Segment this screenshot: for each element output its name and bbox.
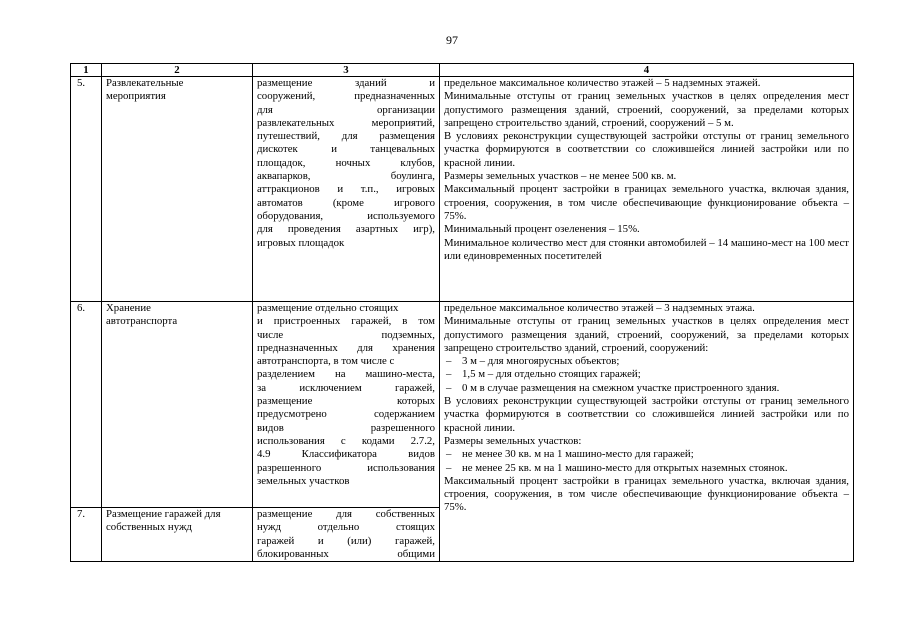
- table-row: [71, 302, 854, 508]
- header-col-4: 4: [440, 64, 854, 77]
- description-line: развлекательных мероприятий,: [257, 116, 435, 129]
- row-number: 7.: [71, 508, 102, 562]
- parameter-paragraph: Минимальный процент озеленения – 15%.: [444, 223, 640, 236]
- usage-type-name-line: мероприятия: [106, 90, 166, 103]
- description-line: аквапарков, боулинга,: [257, 170, 435, 183]
- parameter-paragraph: Минимальные отступы от границ земельных участков в целях определения мест допустимого размещения зданий, строений, сооружений, за пределами которых запрещено строительство зданий, строений, сооружений:: [444, 315, 849, 354]
- description-line: игровых площадок: [257, 236, 345, 249]
- description-line: видов разрешенного: [257, 421, 435, 434]
- description-line: гаражей и (или) гаражей,: [257, 534, 435, 547]
- description-line: нужд отдельно стоящих: [257, 521, 435, 534]
- list-item-text: не менее 30 кв. м на 1 машино-место для гаражей;: [462, 448, 694, 461]
- description-line: автотранспорта, в том числе с: [257, 355, 395, 368]
- usage-type-name-line: Развлекательные: [106, 77, 184, 89]
- list-item: [444, 382, 849, 395]
- description-line: 4.9 Классификатора видов: [257, 448, 435, 461]
- table-header-row: [71, 64, 854, 77]
- row-number: 6.: [71, 302, 102, 508]
- parameter-paragraph: предельное максимальное количество этажей – 3 надземных этажа.: [444, 302, 755, 314]
- description-line: предусмотрено содержанием: [257, 408, 435, 421]
- parameter-paragraph: Максимальный процент застройки в границах земельного участка, включая здания, строения, сооружения, в том числе обеспечивающие функционирование объекта – 75%.: [444, 183, 849, 222]
- description-line: и пристроенных гаражей, в том: [257, 315, 435, 328]
- description-line: площадок, ночных клубов,: [257, 156, 435, 169]
- usage-description: [253, 508, 440, 562]
- description-line: земельных участков: [257, 474, 350, 487]
- usage-type-name-line: Хранение: [106, 302, 151, 314]
- description-line: автоматов (кроме игрового: [257, 196, 435, 209]
- description-line: размещение зданий и: [257, 77, 435, 89]
- parameter-paragraph: В условиях реконструкции существующей застройки отступы от границ земельного участка формируются в соответствии со сложившейся линией застройки или по красной линии.: [444, 395, 849, 434]
- usage-type-name-line: автотранспорта: [106, 315, 178, 328]
- list-marker: –: [446, 381, 452, 394]
- header-col-2: 2: [102, 64, 253, 77]
- list-item: [444, 448, 849, 461]
- list-marker: –: [446, 448, 452, 461]
- table-row: [71, 77, 854, 302]
- description-line: использования с кодами 2.7.2,: [257, 434, 435, 447]
- list-marker: –: [446, 461, 452, 474]
- description-line: путешествий, для размещения: [257, 130, 435, 143]
- description-line: оборудования, используемого: [257, 209, 435, 222]
- usage-type-name: [102, 302, 253, 508]
- page-number: 97: [446, 33, 458, 47]
- list-item-text: 0 м в случае размещения на смежном участке пристроенного здания.: [462, 381, 780, 394]
- usage-type-name: [102, 508, 253, 562]
- parameter-paragraph: Максимальный процент застройки в границах земельного участка, включая здания, строения, сооружения, в том числе обеспечивающие функционирование объекта – 75%.: [444, 474, 849, 514]
- header-col-1: 1: [71, 64, 102, 77]
- list-marker: –: [446, 355, 452, 368]
- usage-description: [253, 77, 440, 302]
- description-line: за исключением гаражей,: [257, 381, 435, 394]
- description-line: дискотек и танцевальных: [257, 143, 435, 156]
- description-line: для организации: [257, 103, 435, 116]
- list-item-text: 1,5 м – для отдельно стоящих гаражей;: [462, 368, 641, 381]
- description-line: блокированных общими: [257, 547, 435, 560]
- description-line: разрешенного использования: [257, 461, 435, 474]
- parameter-paragraph: Минимальные отступы от границ земельных участков в целях определения мест допустимого размещения зданий, строений, сооружений, за пределами которых запрещено строительство зданий, строений, сооружений – 5 м.: [444, 90, 849, 129]
- list-marker: –: [446, 368, 452, 381]
- description-line: сооружений, предназначенных: [257, 90, 435, 103]
- description-line: размещение отдельно стоящих: [257, 302, 399, 314]
- parameter-paragraph: В условиях реконструкции существующей застройки отступы от границ земельного участка формируются в соответствии со сложившейся линией застройки или по красной линии.: [444, 130, 849, 169]
- list-item: [444, 368, 849, 381]
- description-line: разделением на машино-места,: [257, 368, 435, 381]
- parameter-paragraph: Размеры земельных участков:: [444, 434, 582, 447]
- description-line: размещение которых: [257, 395, 435, 408]
- description-line: числе подземных,: [257, 328, 435, 341]
- description-line: предназначенных для хранения: [257, 341, 435, 354]
- list-item: [444, 355, 849, 368]
- description-line: аттракционов и т.п., игровых: [257, 183, 435, 196]
- row-number: 5.: [71, 77, 102, 302]
- usage-description: [253, 302, 440, 508]
- description-line: для проведения азартных игр),: [257, 223, 435, 236]
- parameters-cell: [440, 302, 854, 562]
- parameter-paragraph: Минимальное количество мест для стоянки автомобилей – 14 машино-мест на 100 мест или единовременных посетителей: [444, 236, 849, 262]
- description-line: размещение для собственных: [257, 508, 435, 520]
- usage-type-name: [102, 77, 253, 302]
- parameter-paragraph: Размеры земельных участков – не менее 500 кв. м.: [444, 170, 677, 183]
- usage-type-name-line: Размещение гаражей для: [106, 508, 221, 520]
- parameter-paragraph: предельное максимальное количество этажей – 5 надземных этажей.: [444, 77, 761, 89]
- usage-type-name-line: собственных нужд: [106, 521, 192, 534]
- list-item-text: 3 м – для многоярусных объектов;: [462, 355, 620, 368]
- list-item-text: не менее 25 кв. м на 1 машино-место для открытых наземных стоянок.: [462, 461, 788, 474]
- list-item: [444, 462, 849, 475]
- regulations-table: [70, 63, 854, 562]
- parameters-cell: [440, 77, 854, 302]
- header-col-3: 3: [253, 64, 440, 77]
